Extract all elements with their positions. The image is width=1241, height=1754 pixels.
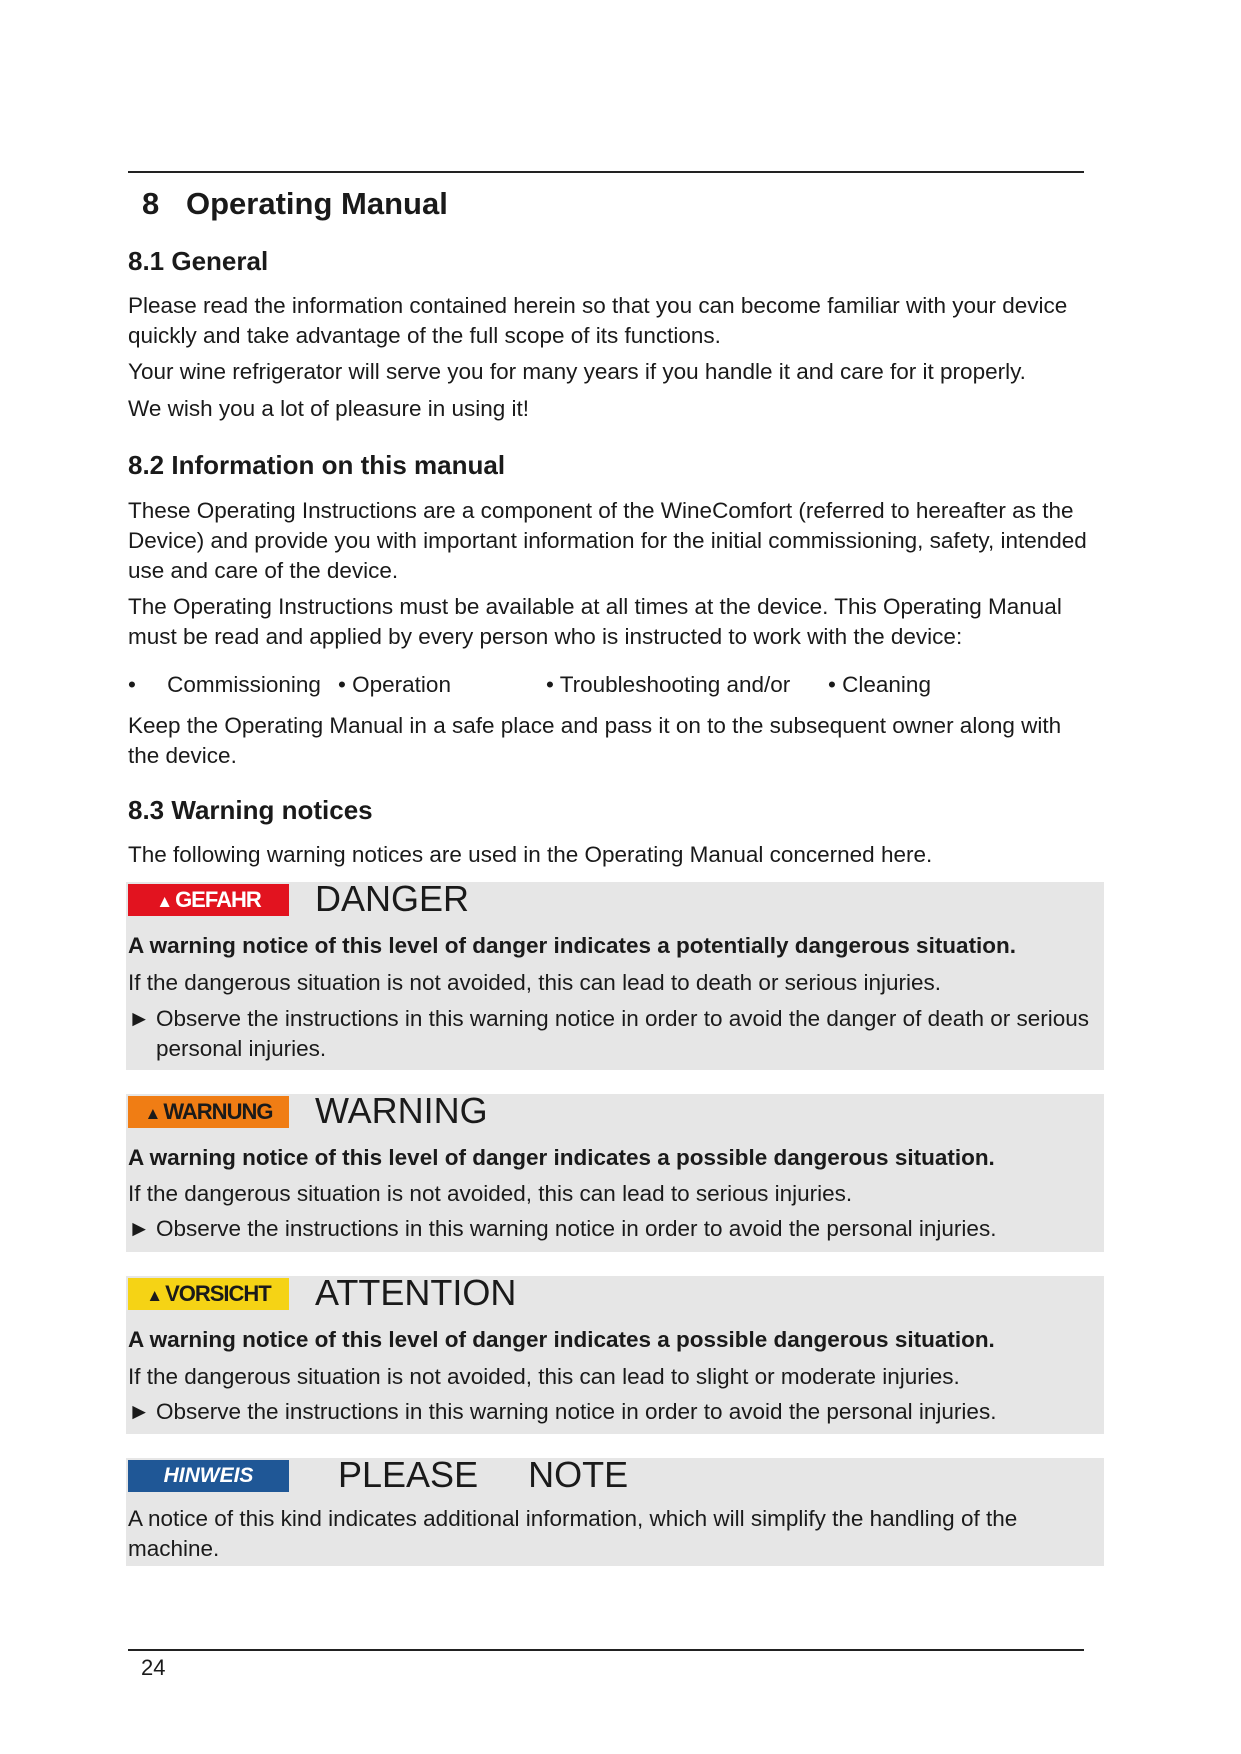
list-item: • Operation	[338, 672, 451, 697]
warning-notice-box	[126, 1090, 1104, 1252]
note-level-title: PLEASE NOTE	[338, 1454, 629, 1495]
section-heading-general: 8.1 General	[128, 246, 269, 276]
note-badge: HINWEIS	[128, 1460, 289, 1492]
warning-triangle-icon: ▲	[146, 1286, 164, 1305]
list-item: • Commissioning	[128, 672, 321, 697]
section-heading-warnings: 8.3 Warning notices	[128, 795, 373, 825]
chapter-number: 8	[142, 186, 160, 221]
danger-consequence-text: If the dangerous situation is not avoided, this can lead to death or serious injuries.	[128, 970, 941, 995]
arrow-right-icon: ►	[128, 1006, 151, 1031]
general-paragraph-2: Your wine refrigerator will serve you for many years if you handle it and care for it properly.	[128, 359, 1026, 384]
page-number: 24	[141, 1655, 166, 1680]
note-notice-box	[126, 1454, 1104, 1566]
list-item: • Cleaning	[828, 672, 931, 697]
arrow-right-icon: ►	[128, 1399, 151, 1424]
warning-action-text: ► Observe the instructions in this warning notice in order to avoid the personal injuries.	[128, 1214, 1096, 1244]
warning-consequence-text: If the dangerous situation is not avoided, this can lead to serious injuries.	[128, 1181, 853, 1206]
danger-level-title: DANGER	[315, 878, 470, 919]
chapter-title-text: Operating Manual	[186, 186, 448, 221]
caution-lead-text: A warning notice of this level of danger indicates a possible dangerous situation.	[128, 1327, 995, 1352]
warning-level-title: WARNING	[315, 1090, 488, 1131]
arrow-right-icon: ►	[128, 1216, 151, 1241]
danger-notice-box	[126, 878, 1104, 1070]
caution-notice-box	[126, 1272, 1104, 1434]
footer-rule	[128, 1649, 1084, 1651]
general-paragraph-3: We wish you a lot of pleasure in using it!	[128, 396, 530, 421]
header-rule	[128, 171, 1084, 173]
warning-lead-text: A warning notice of this level of danger indicates a possible dangerous situation.	[128, 1145, 995, 1170]
note-text: A notice of this kind indicates additional information, which will simplify the handling of the machine.	[128, 1506, 1018, 1561]
danger-action-text: ► Observe the instructions in this warning notice in order to avoid the danger of death or serious personal injuries.	[128, 1006, 1090, 1061]
chapter-title	[142, 186, 448, 222]
caution-consequence-text: If the dangerous situation is not avoided, this can lead to slight or moderate injuries.	[128, 1364, 960, 1389]
warning-badge: ▲WARNUNG	[128, 1096, 289, 1128]
warnings-intro: The following warning notices are used in the Operating Manual concerned here.	[128, 842, 933, 867]
information-paragraph-1: These Operating Instructions are a component of the WineComfort (referred to hereafter as the Device) and provide you with important information for the initial commissioning, safety, intended use and care of the device.	[128, 498, 1087, 583]
warning-triangle-icon: ▲	[156, 892, 174, 911]
caution-badge: ▲VORSICHT	[128, 1278, 289, 1310]
caution-level-title: ATTENTION	[315, 1272, 517, 1313]
danger-lead-text: A warning notice of this level of danger indicates a potentially dangerous situation.	[128, 933, 1017, 958]
caution-action-text: ► Observe the instructions in this warning notice in order to avoid the personal injuries.	[128, 1397, 1096, 1427]
warning-triangle-icon: ▲	[144, 1104, 162, 1123]
general-paragraph-1: Please read the information contained herein so that you can become familiar with your device quickly and take advantage of the full scope of its functions.	[128, 293, 1068, 348]
section-heading-information: 8.2 Information on this manual	[128, 450, 506, 480]
list-item: • Troubleshooting and/or	[546, 672, 791, 697]
usage-bullet-list	[128, 670, 1088, 700]
information-paragraph-3: Keep the Operating Manual in a safe place and pass it on to the subsequent owner along with the device.	[128, 713, 1062, 768]
information-paragraph-2: The Operating Instructions must be available at all times at the device. This Operating Manual must be read and applied by every person who is instructed to work with the device:	[128, 594, 1062, 649]
danger-badge: ▲GEFAHR	[128, 884, 289, 916]
